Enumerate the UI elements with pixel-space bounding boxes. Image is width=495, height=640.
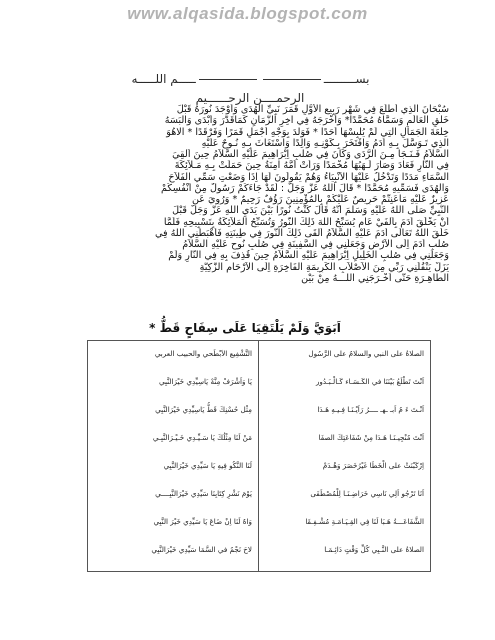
mawlid-prose — [54, 104, 449, 284]
poem-verse-left: لَنَا النَّكُو فِيهِ يَا سَيِّدِي خَيْرَالنَّبِي — [163, 461, 252, 470]
poem-verse-left: لاحَ نَجْمُ في السَّمَا سَيِّدِي خَيْرَالنَّبِي — [151, 545, 252, 554]
verse-title: اَبَوَيَّ وَلَمْ يَلْتَقِيَا عَلَى سِفَاحٍ قَطُّ * — [149, 321, 341, 335]
prose-line: وَالْهُدَى فَسَمِّيهِ مُحَمَّدًا * قَالَ اللهُ عَزَّ وَجَلَّ : لَقَدْ جَاءَكُمْ رَسُولٌ مِنْ اَنْفُسِكُمْ — [160, 182, 449, 194]
prose-line: النَّبِيِّ صَلَّى اللهُ عَلَيْهِ وَسَلَّمَ اَنَّهُ قَالَ كُنْتُ نُورًا بَيْنَ يَدَيِ اللهِ عَزَّ وَجَلَّ قَبْلَ — [172, 205, 449, 217]
rahman-heading: الرحمــــن الرحــــــيم — [195, 91, 305, 105]
basmala-heading — [88, 72, 413, 86]
prose-line: الَّذِي تَـوَسَّلَ بِـهِ اَدَمُ وَافْتَخَرَ بِـكَوْنِـهِ وَالِدًا وَاسْتَغَاثَ بِـهِ نُـوحٌ عَلَيْهِ — [201, 137, 449, 149]
prose-line: سُبْحَانَ الَّذِي اَطْلَعَ فِي شَهْرِ رَبِيعِ الأوَّلِ قَمَرَ نَبِيِّ الْهُدَى وَاَوْجَدَ نُورَهُ قَبْلَ — [176, 104, 449, 115]
basmala-rule — [199, 79, 257, 80]
poem-verse-left: يَا وَاَشْرَفْ مِنَّهْ يَاسِيِّدِي خَيْرَالنَّبِي — [159, 377, 252, 386]
prose-line: صُلْبِ اَدَمَ اِلَى الاَرْضِ وَجَعَلَنِي فِي السَّفِينَةِ فِي صُلْبِ نُوحٍ عَلَيْهِ السَّلاَمُ — [182, 239, 449, 250]
poem-verse-left: التَّشْفِيع الاَبْطَحي والحبيب العربي — [154, 349, 252, 358]
poem-column-right — [258, 341, 430, 571]
poem-verse-right: الصلاةُ على النبي والسلامُ على الرَّسُول — [308, 349, 424, 358]
prose-line: عَزِيزٌ عَلَيْهِ مَاعَنِتُّمْ حَرِيصٌ عَلَيْكُمْ بِالْمُؤْمِنِينَ رَؤُفٌ رَحِيمٌ * وَرُوِيَ عَنِ — [191, 194, 449, 205]
basmala-rule — [263, 79, 321, 80]
poem-verse-right: اَنْتَ مُنْجِيـنَـا هَـدَا مِنْ شَفَاعَتِكَ الصفَا — [318, 433, 424, 442]
poem-verse-right: الصلاةُ على النَّـبِي كُلِّ وَقْتٍ دَائِـمَـا — [324, 545, 424, 554]
prose-line: خَلْقِ الْعَالَمِ وَسَمَّاهُ مُحَمَّدًا* وَاَخْرَجَهُ فِي آخِرِ الزَّمَانِ كَمَاقَدَّرَ وَاَبْدَى وَالْبَسَهُ — [164, 115, 449, 127]
site-url-header: www.alqasida.blogspot.com — [127, 4, 368, 23]
prose-line: خَلَقَ اللهُ تَعَالَى اَدَمَ عَلَيْهِ السَّلاَمُ اَلْقَى ذَلِكَ النُّورَ فِي طِينَتِهِ فَاَهْبَطَنِي اللهُ فِي — [155, 227, 449, 239]
poem-verse-right: اَنْـتَ ءَ مُ اَبـ ـهـ ــــرُ رَاَيْـنَـا فِـيـهِ هَـدَا — [317, 405, 424, 414]
poem-verse-right: اَنَا تَرْجُو اَلِي نَاسِي خَرَاضِـنَـا لِلْمُصْطَفَى — [310, 489, 424, 498]
poem-verse-left: وَاهٌ لَنَا اِنْ ضَاعَ يَا سَيِّدِي خَيْرَ النَّبِي — [153, 517, 252, 526]
prose-line: اَنْ يَخْلُقَ اَدَمَ بِاَلْفَيْ عَامٍ يُسَبِّحُ اللهَ ذَلِكَ النُّورُ وَتُسَبِّحُ الْمَلاَئِكَةُ بِتَسْبِيحِهِ فَلَمَّا — [163, 216, 449, 228]
poem-verse-left: مِثْل حُسْنِكَ قَطُّ يَاسِيِّدِي خَيْرَالنَّبِي — [155, 405, 252, 414]
poem-verse-left: مَنْ لَنَا مِثْلُكَ يَا سَـيِّـدِي خَـيْـرَالنَّبِـي — [152, 433, 252, 442]
prose-line: يَزَلْ يَنْقُلُنِي رَبِّي مِنَ الاَصْلاَبِ الْكَرِيمَةِ الْفَاخِرَةِ اِلَى الاَرْحَامِ الزَّكِيَّةِ — [199, 261, 449, 273]
prose-line: خِلْعَةَ الْجَمَالِ الَّتِي لَمْ يُلْبِسْهَا اَحَدًا * فَوَلَّدَ بِوَجْهِ اَجْمَلِ قَمَرًا وَفَرْقَدًا * الاهُوَ — [166, 126, 449, 138]
prose-line: وَجَعَلَنِي فِي صُلْبِ الْخَلِيلِ اِبْرَاهِيمَ عَلَيْهِ السَّلاَمُ حِينَ قُذِفَ بِهِ فِي النَّارِ وَلَمْ — [168, 250, 449, 262]
basmala-mid: ـــــم اللـــــه — [131, 72, 196, 86]
basmala-start: بســـــــــ — [323, 72, 370, 86]
poem-column-left — [88, 341, 258, 571]
prose-line: فِي النَّارِ فَعَادَ وَصَارَ لَـهَبُهَا مُخْمَدًا وَرَاَتْ اُمَّهُ آمِنَةُ حِينَ حَمَلَتْ بِـهِ مَـلاَئِكَةَ — [174, 160, 449, 172]
poem-table — [87, 340, 431, 572]
prose-line: السَّمَاءِ مَدَدًا وَتَدْخُلُ عَلَيْهَا الاَنْبِيَاءُ وَهُمْ يَقُولُونَ لَهَا اِذَا وَضَعْتِ سَمِّي الْفَلاَحَ — [168, 171, 449, 183]
poem-verse-right: الشَّفَاعَـــةُ هَـبَا لَنَا فِي القِـيَـامَـةِ مُشْـفِـقَا — [305, 517, 424, 526]
poem-verse-right: اِرْكَبْنَتْ على الْخَطَا غَيْرُخَصَرَ وَهْـدَمْ — [322, 461, 424, 470]
prose-line: الطَّاهِـرَةِ حَتَّى اَخْـرَجَنِي اللّـــهُ مِنْ بَيْنِ — [301, 272, 449, 284]
prose-line: السَّلاَمُ فَـنَـجَا مِـنَ الرَّدَى وَكَانَ فِي صُلْبِ اِبْرَاهِيمَ عَلَيْهِ السَّلاَمُ حِينَ اُلْقِيَ — [172, 149, 449, 160]
poem-verse-left: يَوْمَ نَشْرِ كِتَابِنَا سَيِّدِي خَيْرَالنَّبِــــي — [155, 489, 252, 498]
poem-verse-right: اَنْتَ تَطْلَعُ بَيْنَنَا في الكَـسَـاء كَـالْـبَـدُور — [315, 377, 424, 386]
